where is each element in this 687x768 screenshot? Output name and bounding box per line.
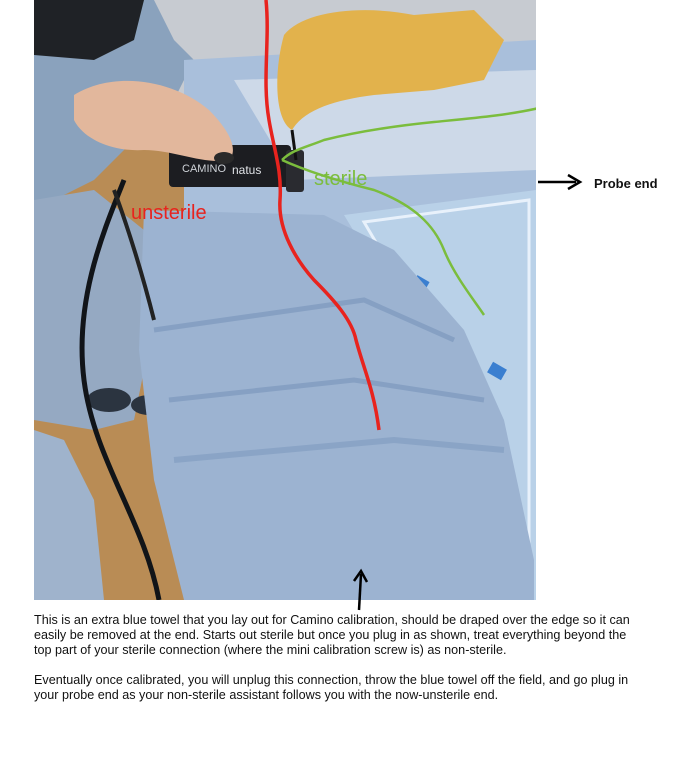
- caption-paragraph-1: This is an extra blue towel that you lay out for Camino calibration, should be draped over the edge so it can easily be removed at the end. Starts out sterile but once you plug in as shown, treat everything beyond the top part of your sterile connection (where the mini calibration screw is) as non-sterile.: [34, 613, 630, 657]
- unsterile-label: unsterile: [131, 202, 207, 224]
- probe-end-label: Probe end: [594, 176, 658, 191]
- shoe-left: [87, 388, 131, 412]
- towel-arrow-icon: [350, 568, 370, 612]
- caption-paragraph-2: Eventually once calibrated, you will unplug this connection, throw the blue towel off the field, and go plug in your probe end as your non-sterile assistant follows you with the now-unsterile end.: [34, 673, 629, 702]
- probe-arrow-icon: [536, 172, 586, 192]
- fingernail: [214, 152, 234, 164]
- calibration-photo: [34, 0, 536, 600]
- device-model-text: natus: [232, 163, 262, 177]
- caption: [34, 613, 644, 718]
- photo-illustration: [34, 0, 536, 600]
- device-brand-text: CAMINO: [182, 163, 226, 175]
- sterile-label: sterile: [314, 168, 368, 190]
